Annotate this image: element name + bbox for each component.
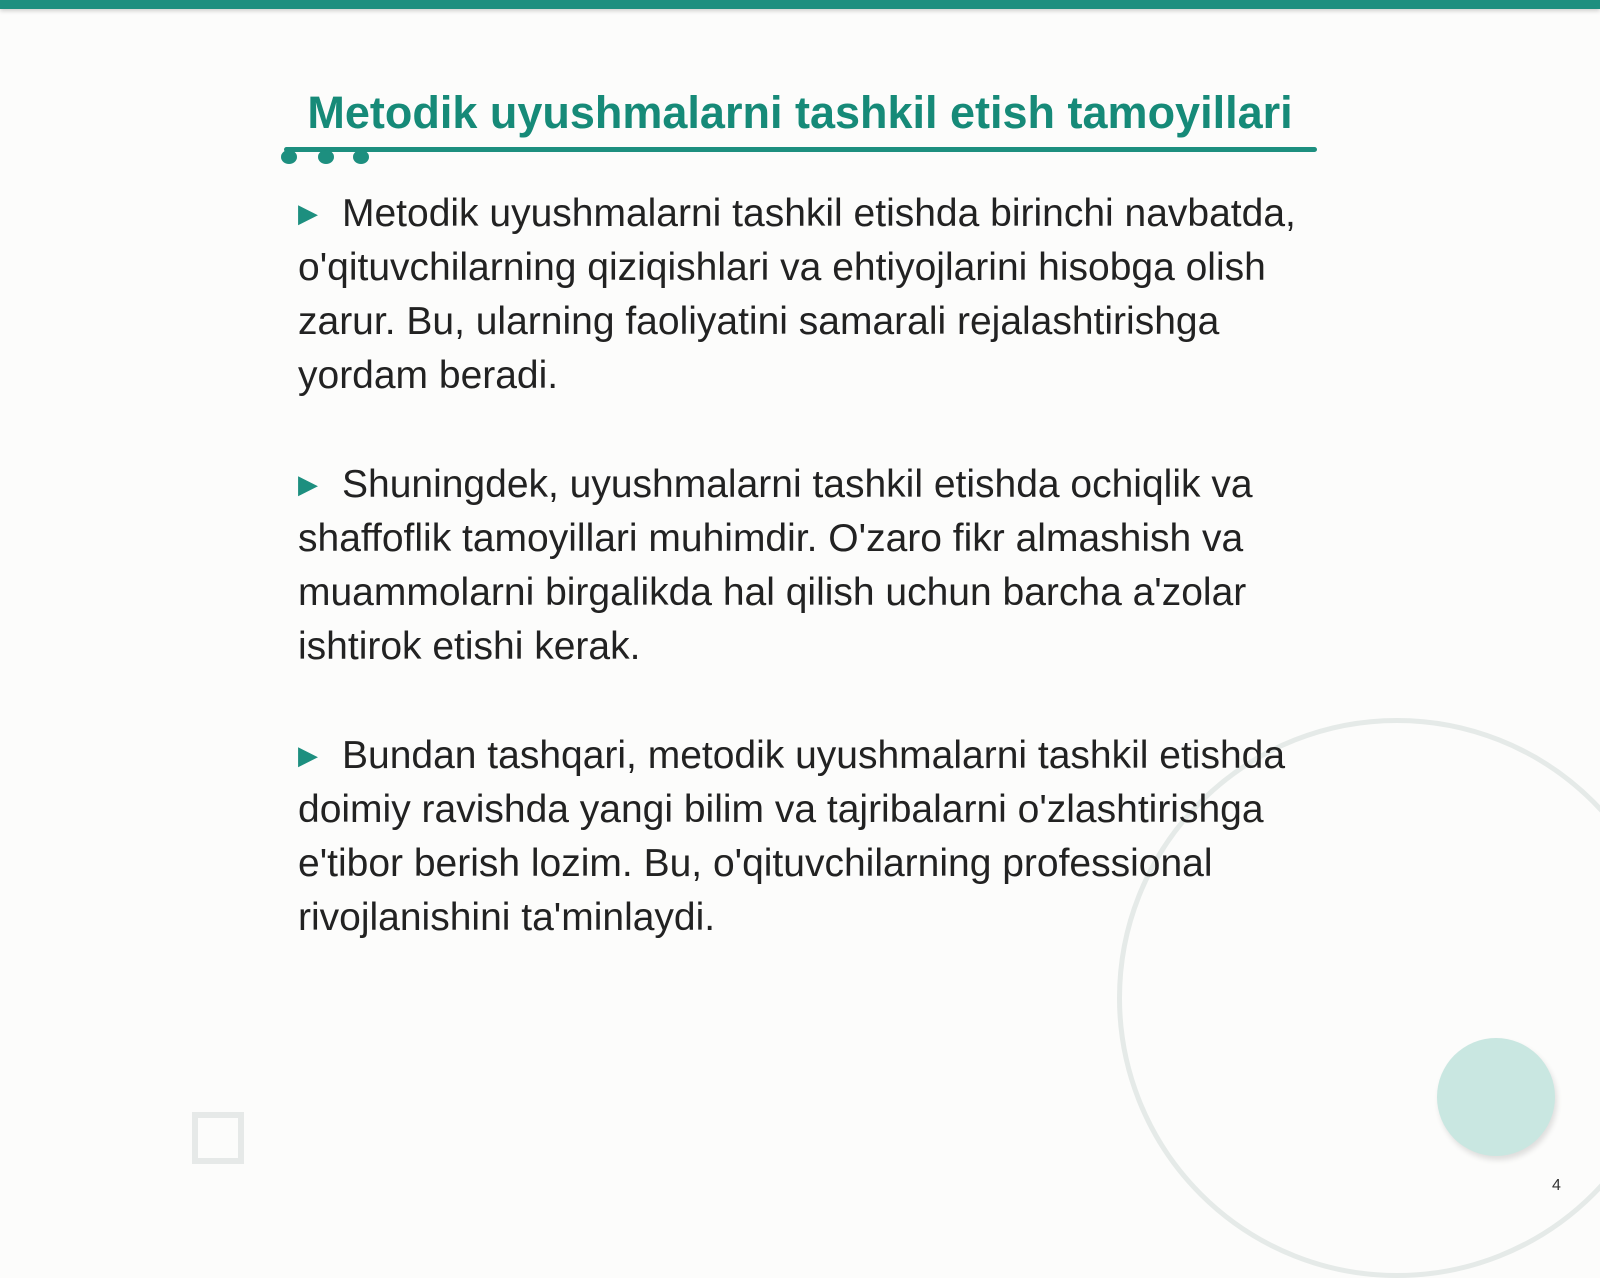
decorative-circle [1437,1038,1555,1156]
triangle-right-icon: ▶ [298,740,318,770]
bullet-text: Metodik uyushmalarni tashkil etishda birinchi navbatda, o'qituvchilarning qiziqishlari va ehtiyojlarini hisobga olish zarur. Bu, ularning faoliyatini samarali rejalashtirishga yordam beradi. [298,192,1296,397]
triangle-right-icon: ▶ [298,198,318,228]
top-accent-bar [0,0,1600,9]
bullet-text: Bundan tashqari, metodik uyushmalarni tashkil etishda doimiy ravishda yangi bilim va tajribalarni o'zlashtirishga e'tibor berish lozim. Bu, o'qituvchilarning professional rivojlanishini ta'minlaydi. [298,734,1286,939]
bullet-paragraph [298,457,1318,674]
page-number: 4 [1552,1177,1561,1194]
bullet-text: Shuningdek, uyushmalarni tashkil etishda ochiqlik va shaffoflik tamoyillari muhimdir. O'zaro fikr almashish va muammolarni birgalikda hal qilish uchun barcha a'zolar ishtirok etishi kerak. [298,463,1253,668]
decorative-square [192,1112,244,1164]
bullet-paragraph [298,186,1318,403]
bullet-paragraph [298,728,1318,945]
title-dot [318,150,334,164]
title-underline [284,147,1317,152]
slide-title: Metodik uyushmalarni tashkil etish tamoyillari [307,87,1293,138]
triangle-right-icon: ▶ [298,469,318,499]
slide-body [298,186,1318,999]
title-dot [281,150,297,164]
title-dot [353,150,369,164]
